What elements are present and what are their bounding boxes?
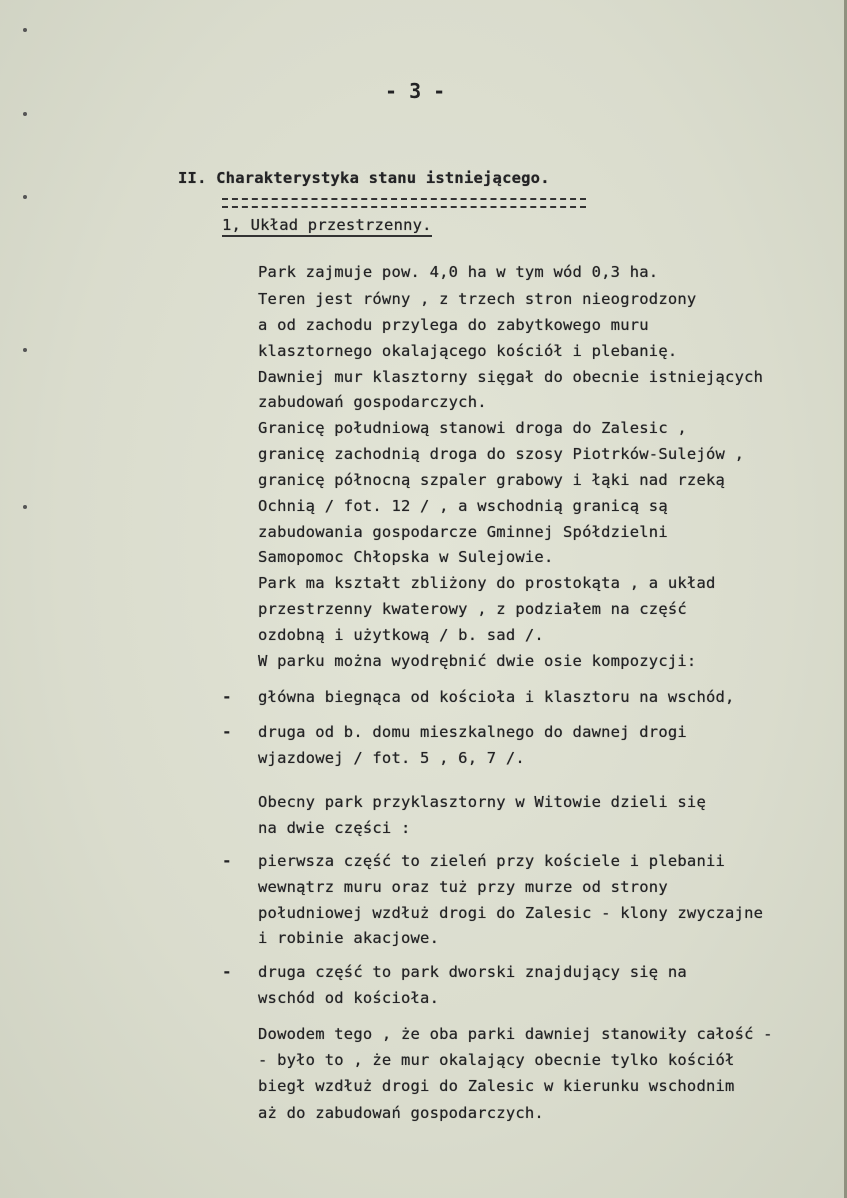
text-line: Park zajmuje pow. 4,0 ha w tym wód 0,3 ha. (258, 263, 659, 281)
text-line: a od zachodu przylega do zabytkowego muru (258, 316, 649, 334)
text-line: klasztornego okalającego kościół i plebanię. (258, 342, 678, 360)
list-item-line: wjazdowej / fot. 5 , 6, 7 /. (258, 749, 525, 767)
page-number: - 3 - (385, 79, 446, 103)
text-line: granicę północną szpaler grabowy i łąki nad rzeką (258, 471, 726, 489)
text-line: zabudowania gospodarcze Gminnej Spółdzielni (258, 523, 668, 541)
list-item-line: druga część to park dworski znajdujący się na (258, 963, 687, 981)
text-line: Ochnią / fot. 12 / , a wschodnią granicą są (258, 497, 668, 515)
text-line: W parku można wyodrębnić dwie osie kompozycji: (258, 652, 697, 670)
text-line: biegł wzdłuż drogi do Zalesic w kierunku wschodnim (258, 1077, 735, 1095)
list-bullet: - (222, 722, 232, 741)
list-item-line: i robinie akacjowe. (258, 929, 440, 947)
binding-hole (23, 195, 27, 199)
text-line: Dawniej mur klasztorny sięgał do obecnie istniejących (258, 368, 764, 386)
text-line: przestrzenny kwaterowy , z podziałem na część (258, 600, 687, 618)
heading-double-underline (222, 198, 586, 208)
subsection-heading (222, 215, 432, 235)
text-line: zabudowań gospodarczych. (258, 393, 487, 411)
subsection-heading-text: 1, Układ przestrzenny. (222, 216, 432, 237)
section-heading: II. Charakterystyka stanu istniejącego. (178, 169, 550, 187)
text-line: Obecny park przyklasztorny w Witowie dzieli się (258, 793, 706, 811)
text-line: Dowodem tego , że oba parki dawniej stanowiły całość - (258, 1025, 773, 1043)
text-line: Granicę południową stanowi droga do Zalesic , (258, 419, 687, 437)
binding-hole (23, 28, 27, 32)
text-line: Park ma kształt zbliżony do prostokąta , a układ (258, 574, 716, 592)
text-line: granicę zachodnią droga do szosy Piotrków-Sulejów , (258, 445, 745, 463)
list-bullet: - (222, 851, 232, 870)
list-item-line: wewnątrz muru oraz tuż przy murze od strony (258, 878, 668, 896)
binding-hole (23, 505, 27, 509)
list-item-line: wschód od kościoła. (258, 989, 440, 1007)
text-line: aż do zabudowań gospodarczych. (258, 1104, 544, 1122)
binding-hole (23, 348, 27, 352)
list-bullet: - (222, 962, 232, 981)
list-bullet: - (222, 687, 232, 706)
text-line: na dwie części : (258, 819, 411, 837)
text-line: Samopomoc Chłopska w Sulejowie. (258, 548, 554, 566)
binding-hole (23, 112, 27, 116)
list-item-line: druga od b. domu mieszkalnego do dawnej drogi (258, 723, 687, 741)
list-item-line: główna biegnąca od kościoła i klasztoru na wschód, (258, 688, 735, 706)
text-line: ozdobną i użytkową / b. sad /. (258, 626, 544, 644)
list-item-line: pierwsza część to zieleń przy kościele i plebanii (258, 852, 726, 870)
text-line: - było to , że mur okalający obecnie tylko kościół (258, 1051, 735, 1069)
list-item-line: południowej wzdłuż drogi do Zalesic - klony zwyczajne (258, 904, 764, 922)
text-line: Teren jest równy , z trzech stron nieogrodzony (258, 290, 697, 308)
